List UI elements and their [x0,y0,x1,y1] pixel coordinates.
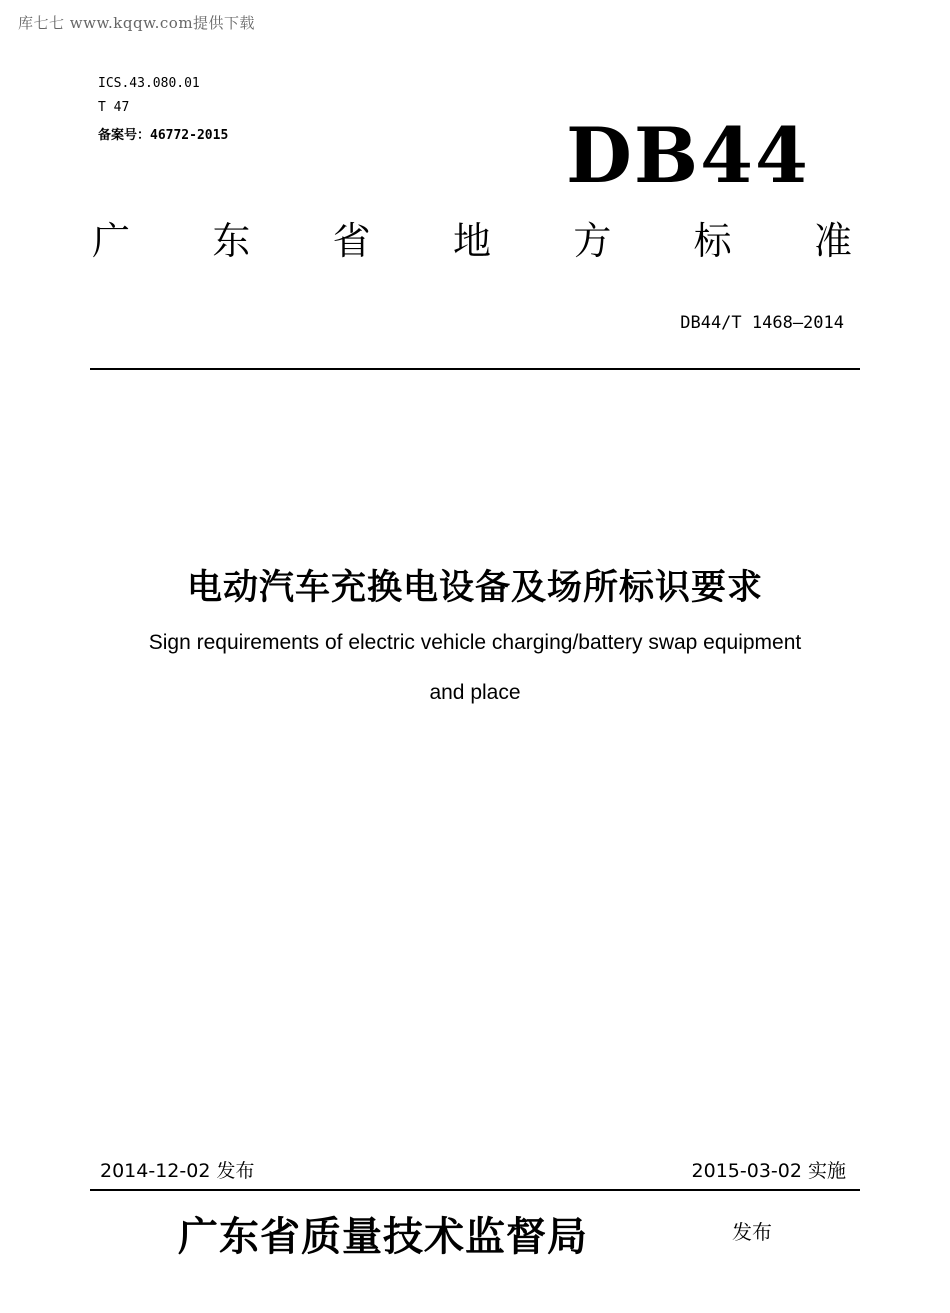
effective-date: 2015-03-02 实施 [691,1160,846,1182]
standard-type-char: 标 [693,219,732,263]
standard-type-char: 地 [452,219,491,263]
filing-number: 备案号：46772-2015 [98,128,229,143]
document-title-en-line1: Sign requirements of electric vehicle charging/battery swap equipment [148,631,802,654]
standard-code: DB44/T 1468—2014 [680,313,844,333]
watermark: 库七七 www.kqqw.com提供下载 [18,14,256,32]
document-title-cn: 电动汽车充换电设备及场所标识要求 [186,568,763,608]
header-divider [90,368,860,370]
standard-type-char: 方 [573,219,612,263]
publish-date: 2014-12-02 发布 [100,1160,255,1182]
standard-type-char: 准 [813,219,852,263]
standard-type-char: 东 [212,219,251,263]
standard-type-char: 广 [92,219,131,263]
ics-code: ICS.43.080.01 [98,76,200,91]
issuing-authority: 广东省质量技术监督局 [178,1213,588,1260]
standard-type-char: 省 [332,219,371,263]
ccs-code: T 47 [98,100,130,115]
issuer-suffix: 发布 [732,1220,772,1244]
db44-logo: DB44 [566,111,810,200]
standard-type-title [92,219,852,263]
document-title-en-line2: and place [429,681,521,704]
footer-divider [90,1189,860,1191]
